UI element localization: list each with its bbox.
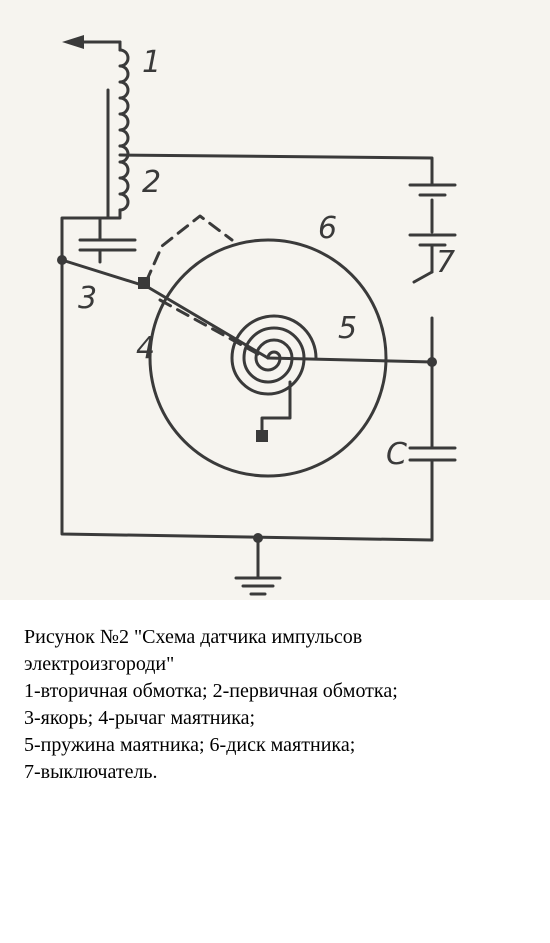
label-capacitor: C xyxy=(386,437,407,472)
label-pendulum-spring: 5 xyxy=(338,311,358,346)
primary-return-wire xyxy=(62,210,120,260)
ground-symbol xyxy=(236,538,280,594)
label-pendulum-disk: 6 xyxy=(318,211,338,246)
secondary-winding-coil xyxy=(120,50,128,146)
caption-legend-line-3: 5-пружина маятника; 6-диск маятника; xyxy=(24,734,356,756)
spring-wire xyxy=(268,357,437,367)
pendulum-spring xyxy=(232,316,316,394)
caption-title-line-2: электроизгороди" xyxy=(24,653,175,675)
caption-title-line-1: Рисунок №2 "Схема датчика импульсов xyxy=(24,626,363,648)
switch xyxy=(414,272,432,362)
capacitor xyxy=(410,362,455,540)
caption-legend-line-4: 7-выключатель. xyxy=(24,761,158,783)
armature xyxy=(57,255,150,289)
caption-legend-line-1: 1-вторичная обмотка; 2-первичная обмотка; xyxy=(24,680,398,702)
label-secondary-winding: 1 xyxy=(142,45,162,80)
label-pendulum-lever: 4 xyxy=(136,331,156,366)
label-primary-winding: 2 xyxy=(142,165,162,200)
breaker-contacts xyxy=(80,218,135,262)
figure-caption xyxy=(24,624,534,786)
label-armature: 3 xyxy=(78,281,98,316)
output-arrow xyxy=(62,35,120,50)
supply-wire xyxy=(120,155,432,185)
caption-legend-line-2: 3-якорь; 4-рычаг маятника; xyxy=(24,707,256,729)
pendulum-lever xyxy=(146,216,268,358)
label-switch: 7 xyxy=(436,245,456,280)
